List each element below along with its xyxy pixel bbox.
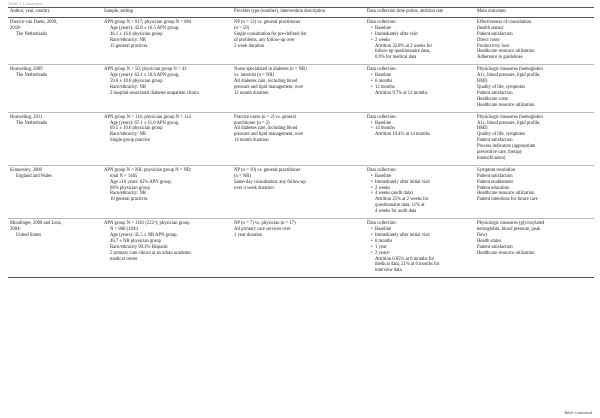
provider-line: All primary care services over (234, 227, 291, 232)
table-row (8, 65, 594, 112)
collection-note: 4 weeks for audit data (375, 209, 417, 215)
cell-outcomes (475, 17, 594, 64)
evidence-table (8, 7, 594, 278)
provider-line: Single consultation for pre-defined list (234, 31, 307, 37)
collection-note: questionnaire data, 11% at (375, 203, 425, 209)
cell-author (8, 65, 102, 112)
column-header-sample: Sample, setting (102, 8, 232, 18)
provider-line: over 4 week duration (234, 185, 274, 191)
column-header-provider: Provider type (number), intervention description (232, 8, 365, 18)
cell-sample (102, 219, 232, 278)
sample-line: Race/ethnicity: NR (110, 132, 147, 138)
collection-item: • Baseline (367, 174, 473, 180)
column-header-outcomes: Main outcomes (475, 8, 594, 18)
outcome-line: Health status (477, 238, 502, 244)
sample-line: 69.5 ± 10.6 physician group (110, 126, 163, 132)
cell-author (8, 165, 102, 218)
collection-item: • 2 weeks (367, 186, 473, 192)
cell-outcomes (475, 112, 594, 165)
cell-collection (365, 165, 475, 218)
cell-author (8, 112, 102, 165)
collection-note: Attrition 0.05% at 6 months for (375, 256, 435, 262)
collection-item: • Baseline (367, 26, 473, 32)
collection-item: • 6 months (367, 239, 473, 245)
sample-line: APN group N = NR; physician group N = NR; (104, 167, 192, 173)
provider-line: NP (n = 12) vs. general practitioner (234, 19, 301, 25)
outcome-line: Patient satisfaction (477, 31, 513, 37)
collection-item: • 6 months (367, 79, 473, 85)
sample-line: 15 general practices (110, 43, 148, 49)
sample-line: Age (years): 42.8 ± 16.5 APN group, (110, 25, 180, 31)
cell-provider (232, 112, 365, 165)
provider-line: Nurse specialized in diabetes (n = NR) (234, 67, 307, 73)
outcome-line: Healthcare costs (477, 96, 508, 102)
cell-outcomes (475, 65, 594, 112)
author-line: Houweling, 2011 (10, 114, 43, 120)
sample-line: Age (years): 45.5 ± NR APN group, (110, 232, 178, 238)
provider-line: practitioner (n = 2) (234, 120, 270, 126)
author-line: 2010² (10, 25, 21, 31)
outcome-line: A1c, blood pressure, lipid profile, (477, 120, 541, 126)
collection-note: interview data (375, 268, 402, 274)
provider-line: vs. internist (n = NR) (234, 73, 275, 79)
author-line: Kinnersley, 2000 (10, 167, 42, 173)
table-row (8, 165, 594, 218)
sample-line: 68% physician group (110, 185, 150, 191)
author-line: 2004ᵃ (10, 227, 21, 232)
outcome-line: Symptom resolution (477, 167, 516, 173)
outcome-line: hemoglobin, blood pressure, peak (477, 227, 541, 232)
table-row (8, 17, 594, 64)
collection-note: Attrition 10.4% at 14 months (375, 132, 430, 138)
collection-header: Data collection: (367, 114, 397, 120)
outcome-line: preventive care, therapy (477, 150, 523, 156)
outcome-line: intensification) (477, 155, 506, 161)
collection-item: • Immediately after initial visit (367, 180, 473, 186)
provider-line: NP (n = 10) vs. general practitioner (234, 167, 301, 173)
cell-collection (365, 219, 475, 278)
author-line: Dierick-van Daele, 2009, (10, 19, 58, 25)
outcome-line: Patient satisfaction (477, 138, 513, 144)
outcome-line: Direct costsᶜ (477, 37, 501, 43)
cell-sample (102, 165, 232, 218)
outcome-line: Healthcare resource utilization (477, 102, 535, 108)
cell-author (8, 17, 102, 64)
outcome-line: Quality of life, symptoms (477, 132, 526, 138)
collection-item: • 12 months (367, 85, 473, 91)
cell-provider (232, 165, 365, 218)
sample-line: Single group practice (110, 138, 151, 144)
outcome-line: Healthcare resource utilization (477, 250, 535, 256)
provider-line: 2 week duration (234, 43, 265, 49)
sample-line: APN group N = 1181 (222ᵇ); physician group (104, 221, 190, 227)
outcome-line: Patient satisfaction (477, 244, 513, 250)
sample-line: Age (years): 67.1 ± 11.0 APN group, (110, 120, 180, 126)
collection-note: Attrition 9.7% at 12 months (375, 90, 428, 96)
provider-line: pressure and lipid management, over (234, 84, 304, 90)
collection-header: Data collection: (367, 221, 397, 227)
outcome-line: Physiologic measures (hemoglobin (477, 67, 543, 73)
author-line: Mundinger, 2000 and Lenz, (10, 221, 63, 227)
outcome-line: Patient enablement (477, 179, 513, 185)
cell-sample (102, 17, 232, 64)
author-line: The Netherlands (16, 31, 48, 37)
outcome-line: Physiologic measures (glycosylated (477, 221, 545, 227)
provider-line: pressure and lipid management, over (234, 132, 304, 138)
collection-note: medical data, 21% at 6 months for (375, 262, 440, 268)
sample-line: 59.6 ± 10.6 physician group (110, 79, 163, 85)
sample-line: 5 primary care clinics at an urban academic (110, 250, 192, 256)
sample-line: total N = 1465 (110, 173, 138, 179)
cell-collection (365, 65, 475, 112)
cell-provider (232, 17, 365, 64)
collection-item: • 14 months (367, 126, 473, 132)
author-line: Houweling, 2009 (10, 67, 43, 73)
table-row (8, 112, 594, 165)
collection-item: • Baseline (367, 227, 473, 233)
collection-header: Data collection: (367, 167, 397, 173)
sample-line: Age ≥16 years: 62% APN group, (110, 179, 172, 185)
table-row (8, 219, 594, 278)
cell-outcomes (475, 165, 594, 218)
collection-item: • 2 weeks (367, 38, 473, 44)
collection-item: • 1 year (367, 245, 473, 251)
cell-sample (102, 65, 232, 112)
provider-line: (n = 50) (234, 25, 250, 31)
sample-line: 10 general practices (110, 197, 148, 203)
collection-item: • 2 yearsᵃ (367, 251, 473, 257)
sample-line: 46.1 ± 16.6 physician group (110, 31, 163, 37)
provider-line: 14 month duration (234, 138, 269, 144)
sample-line: 2 hospital-associated diabetes outpatient clinics (110, 90, 200, 96)
outcome-line: Patient intentions for future care (477, 197, 538, 203)
cell-provider (232, 219, 365, 278)
collection-header: Data collection: (367, 19, 397, 25)
running-head: Table 2 Continued (8, 1, 43, 6)
outcome-line: Patient satisfaction (477, 173, 513, 179)
provider-line: 12 month duration (234, 90, 269, 96)
provider-line: All diabetes care, including blood (234, 79, 298, 85)
provider-line: of problems, any follow-up over (234, 37, 295, 43)
outcome-line: Patient satisfaction (477, 90, 513, 96)
provider-line: Practice nurse (n = 2) vs. general (234, 114, 296, 120)
author-line: The Netherlands (16, 73, 48, 79)
collection-item: • 4 weeks (audit data) (367, 191, 473, 197)
cell-collection (365, 112, 475, 165)
outcome-line: Patient education (477, 185, 510, 191)
column-header-collection: Data collection time points, attrition rate (365, 8, 475, 18)
cell-outcomes (475, 219, 594, 278)
table-header-row (8, 8, 594, 18)
sample-line: Race/ethnicity 90.3% Hispanic (110, 244, 169, 250)
sample-line: Race/ethnicity: NR (110, 191, 147, 197)
cell-author (8, 219, 102, 278)
author-line: England and Wales (16, 173, 52, 179)
provider-line: (n = NR) (234, 173, 251, 179)
outcome-line: Effectiveness of consultation (477, 19, 532, 25)
collection-note: follow-up questionnaire data, (375, 49, 431, 55)
outcome-line: Healthcare resource utilization (477, 49, 535, 55)
outcome-line: flow) (477, 232, 488, 238)
table-body (8, 17, 594, 277)
sample-line: APN group N = 817; physician group N = 684 (104, 19, 192, 25)
provider-line: Same-day consultation; any follow-up (234, 179, 306, 185)
cell-collection (365, 17, 475, 64)
outcome-line: Productivity lossᶜ (477, 43, 510, 49)
cell-sample (102, 112, 232, 165)
outcome-line: BMI) (477, 126, 488, 132)
provider-line: 1 year duration (234, 232, 263, 238)
outcome-line: Healthcare resource utilization (477, 191, 535, 197)
collection-note: Attrition 32.8% at 2 weeks for (375, 43, 433, 49)
collection-item: • Immediately after visit (367, 32, 473, 38)
author-line: The Netherlands (16, 120, 48, 126)
cell-provider (232, 65, 365, 112)
sample-line: APN group N = 50; physician group N = 43 (104, 67, 187, 73)
collection-note: 6.9% for medical data (375, 55, 417, 61)
sample-line: Race/ethnicity: NR (110, 37, 147, 43)
sample-line: Race/ethnicity: NR (110, 84, 147, 90)
column-header-author: Author, year, country (8, 8, 102, 18)
sample-line: N = 800 (184ᵇ) (110, 227, 139, 232)
outcome-line: Process indicators (appropriate (477, 144, 536, 150)
collection-header: Data collection: (367, 67, 397, 73)
outcome-line: Physiologic measures (hemoglobin (477, 114, 543, 120)
sample-line: APN group N = 116; physician group N = 114 (104, 114, 191, 120)
outcome-line: BMI) (477, 79, 488, 85)
collection-note: Attrition 25% at 2 weeks for (375, 197, 429, 203)
outcome-line: (health status) (477, 25, 504, 31)
table-continued-note: Table continued (563, 410, 592, 415)
outcome-line: Adherence to guidelines (477, 55, 523, 61)
sample-line: 46.7 ± NR physician group (110, 238, 161, 244)
collection-item: • Baseline (367, 121, 473, 127)
provider-line: NP (n = 7) vs. physician (n = 17) (234, 221, 296, 227)
outcome-line: A1c, blood pressure, lipid profile, (477, 73, 541, 79)
sample-line: Age (years): 63.1 ± 10.6 APN group, (110, 73, 180, 79)
outcome-line: Quality of life, symptoms (477, 84, 526, 90)
collection-item: • Baseline (367, 73, 473, 79)
collection-item: • Immediately after initial visit (367, 233, 473, 239)
sample-line: medical center (110, 256, 138, 262)
provider-line: All diabetes care, including blood (234, 126, 298, 132)
author-line: United States (16, 232, 42, 238)
